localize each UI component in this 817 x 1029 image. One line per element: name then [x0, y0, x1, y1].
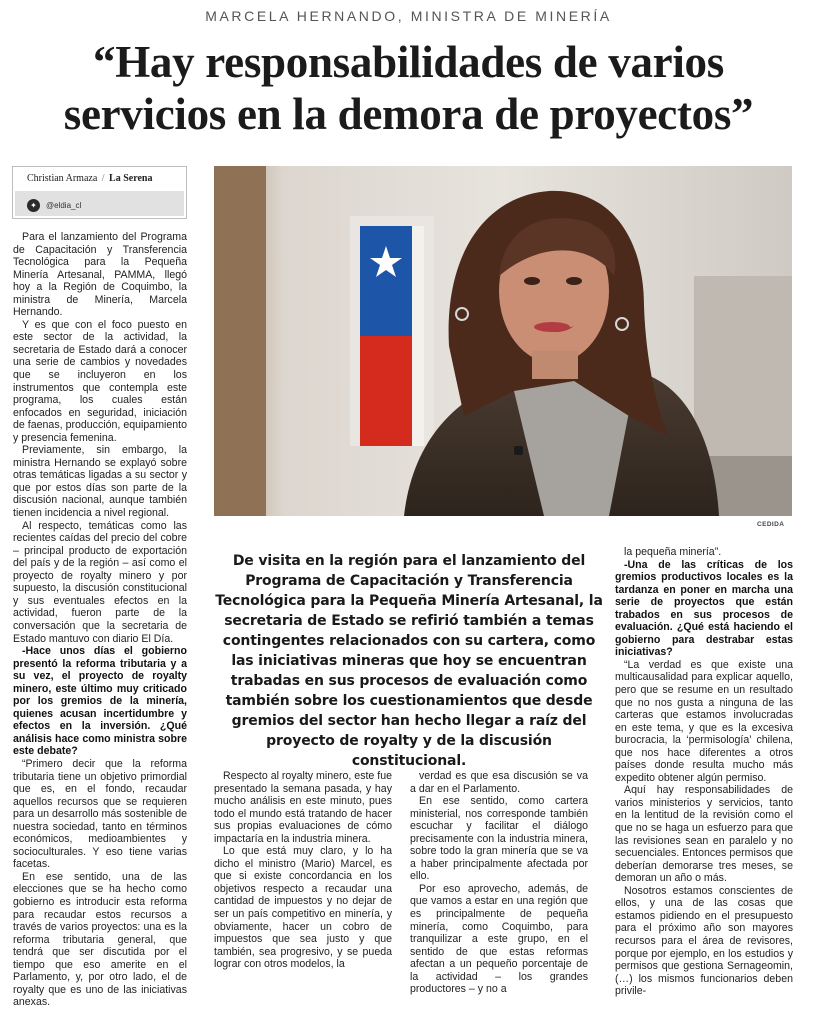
chilean-flag-red: [360, 336, 412, 446]
photo-credit: CEDIDA: [757, 521, 785, 528]
article-paragraph: “Primero decir que la reforma tributaria tiene un objetivo primordial que es, en el fondo, recaudar aquellos recursos que se requieren para un desarrollo más sostenible de nuestra sociedad, tanto en términos económicos, medioambientes y socioculturales. Y eso tiene varias facetas.: [13, 757, 187, 871]
byline-social-row: [15, 191, 184, 216]
article-paragraph: Por eso aprovecho, además, de que vamos a estar en una región que es principalmente de pequeña minería, como Coquimbo, para tranquilizar a este grupo, en el sentido de que estas reformas afectan a un pequeño porcentaje de la actividad – los grandes productores – y no a: [410, 882, 588, 996]
article-paragraph: Previamente, sin embargo, la ministra Hernando se explayó sobre otras temáticas ligadas a su sector y que por estos días son parte de la discusión nacional, aunque también tienen incidencia a nivel regional.: [13, 444, 187, 520]
byline-city: La Serena: [109, 173, 153, 184]
interview-question: -Una de las críticas de los gremios productivos locales es la tardanza en poner en marcha una serie de proyectos que están trabados en sus procesos de evaluación. ¿Qué está haciendo el gobierno para destrabar estas iniciativas?: [615, 558, 793, 659]
lead-paragraph: De visita en la región para el lanzamiento del Programa de Capacitación y Transferencia Tecnológica para la Pequeña Minería Artesanal, la secretaria de Estado se refirió también a temas contingentes relacionados con su cartera, como las iniciativas mineras que hoy se encuentran trabadas en sus procesos de evaluación como también sobre los cuestionamientos que desde gremios del sector han hecho llegar a raíz del proyecto de royalty y de la discusión constitucional.: [215, 553, 603, 769]
byline-author-row: [13, 167, 186, 191]
article-column-1: [13, 231, 187, 1009]
minister-portrait-image: [214, 166, 792, 516]
interview-question: -Hace unos días el gobierno presentó la reforma tributaria y a su vez, el proyecto de royalty minero, este último muy criticado por los gremios de la minería, quienes acusan incertidumbre y efectos en la inversión. ¿Qué análisis hace como ministra sobre este debate?: [13, 645, 187, 758]
article-photo: [214, 166, 792, 516]
article-paragraph: la pequeña minería”.: [624, 546, 722, 558]
article-paragraph: Respecto al royalty minero, este fue presentado la semana pasada, y hay mucho análisis en este minuto, pues todo el mundo está tratando de hacer sus propias evaluaciones de cómo impactaría en la industria minera.: [214, 770, 392, 845]
article-paragraph: Y es que con el foco puesto en este sector de la actividad, la secretaria de Estado dará a conocer una serie de cambios y novedades que se incluyeron en los instrumentos que contempla este programa, los cuales están enfocados en seguridad, iniciación de faenas, producción, equipamiento y presencia femenina.: [13, 318, 187, 444]
article-paragraph: Aquí hay responsabilidades de varios ministerios y servicios, tanto en la lentitud de la revisión como el que no se haga un esfuerzo para que las revisiones sean en paralelo y no secuenciales. Entonces permisos que deberían demorarse tres meses, se demoran un año o más.: [615, 784, 793, 885]
byline-author: Christian Armaza: [27, 173, 98, 184]
kicker: MARCELA HERNANDO, MINISTRA DE MINERÍA: [205, 8, 612, 24]
article-column-2: [214, 770, 392, 971]
byline-separator: /: [101, 173, 105, 184]
article-paragraph: Nosotros estamos conscientes de ellos, y una de las cosas que estamos pidiendo en el presupuesto para el próximo año son mayores recursos para el área de revisores, porque por ejemplo, en los estudios y permisos que gestiona Sernageomin, (…) los mismos funcionarios deben privile-: [615, 884, 793, 998]
article-paragraph: “La verdad es que existe una multicausalidad para explicar aquello, pero que se resume en un resultado que no nos gusta a ninguna de las carteras que estamos involucradas en este tema, y que es la excesiva burocracia, la ‘permisología’ chilena, que nos hace diferentes a otros países donde resulta mucho más expedito obtener algún permiso.: [615, 658, 793, 784]
headline-line-1: “Hay responsabilidades de varios: [93, 37, 724, 87]
article-paragraph: En ese sentido, como cartera ministerial, nos corresponde también escuchar y facilitar el diálogo precisamente con la industria minera, sobre todo la gran minería que se va a haber principalmente afectada por ello.: [410, 795, 588, 883]
article-column-4: [615, 546, 793, 998]
twitter-handle[interactable]: @eldia_cl: [46, 201, 82, 210]
article-paragraph: En ese sentido, una de las elecciones que se ha hecho como gobierno es introducir esta reforma para recaudar estos recursos a través de varios proyectos: una es la reforma tributaria general, que tendrá que ser discutida por el tiempo que eso amerite en el Parlamento, y, por otro lado, el de royalty que es uno de las iniciativas anexas.: [13, 870, 187, 1009]
headline: [0, 36, 817, 140]
chilean-flag-blue: [360, 226, 412, 336]
article-paragraph: Al respecto, temáticas como las recientes caídas del precio del cobre – principal producto de exportación del país y de la región – así como el proyecto de royalty minero y por supuesto, la discusión constitucional y sus eventuales efectos en la actividad, fueron parte de la conversación que la secretaria de Estado mantuvo con diario El Día.: [13, 519, 187, 645]
article-paragraph: Para el lanzamiento del Programa de Capacitación y Transferencia Tecnológica para la Pequeña Minería Artesanal, PAMMA, llegó hoy a la Región de Coquimbo, la ministra de Minería, Marcela Hernando.: [13, 231, 187, 319]
byline-box: [12, 166, 187, 219]
article-paragraph: verdad es que esa discusión se va a dar en el Parlamento.: [410, 770, 588, 795]
article-column-3: [410, 770, 588, 996]
twitter-icon: ✦: [27, 199, 40, 212]
article-paragraph: Lo que está muy claro, y lo ha dicho el ministro (Mario) Marcel, es que si existe concordancia en los objetivos respecto a recaudar una cantidad de impuestos y no dejar de ser un país competitivo en minería, y obviamente, hacer un cobro de impuestos que sea justo y que también, sea progresivo, y se pueda lograr con otros modelos, la: [214, 845, 392, 971]
headline-line-2: servicios en la demora de proyectos”: [63, 89, 754, 139]
